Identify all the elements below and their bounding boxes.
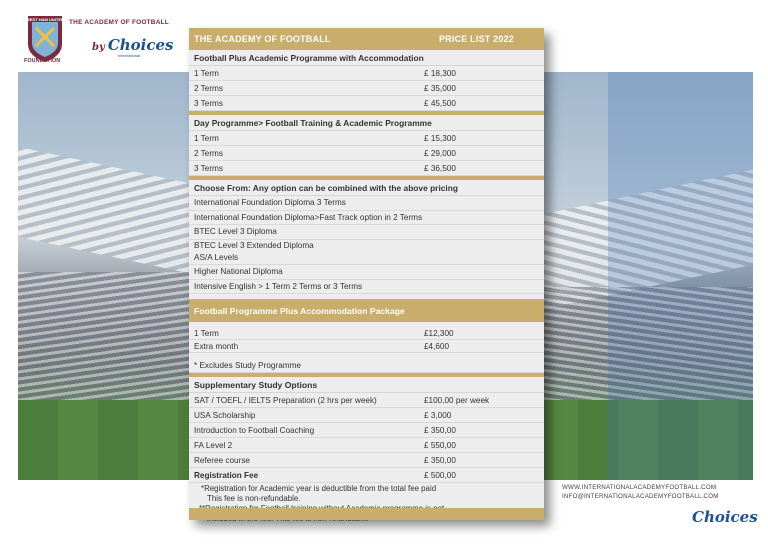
row-price: £ 550,00 [424,440,456,450]
table-row [189,66,544,81]
stadium-stands-left [18,272,218,402]
table-row [189,81,544,96]
row-label: FA Level 2 [194,440,233,450]
card-footer-band [189,508,544,520]
list-item: International Foundation Diploma>Fast Track option in 2 Terms [189,211,544,226]
table-row [189,327,544,340]
registration-fee-price: £ 500,00 [424,470,456,480]
row-label: Extra month [194,341,239,351]
list-item: Intensive English > 1 Term 2 Terms or 3 Terms [189,280,544,295]
registration-note: *Registration for Academic year is deductible from the total fee paid [201,484,437,493]
row-price: £ 15,300 [424,133,456,143]
website-link[interactable]: WWW.INTERNATIONALACADEMYFOOTBALL.COM [562,484,717,491]
west-ham-crest-logo [24,14,66,64]
section-package-title: Football Programme Plus Accommodation Package [189,299,544,322]
section-options-title: Choose From: Any option can be combined with the above pricing [189,180,544,196]
row-price: £12,300 [424,328,454,338]
registration-fee-label: Registration Fee [194,470,259,480]
package-note: * Excludes Study Programme [189,353,544,373]
foundation-label: FOUNDATION [24,58,61,64]
row-price: £ 18,300 [424,68,456,78]
row-label: 1 Term [194,68,219,78]
row-label: SAT / TOEFL / IELTS Preparation (2 hrs per week) [194,395,377,405]
price-list-header [189,28,544,50]
email-link[interactable]: INFO@INTERNATIONALACADEMYFOOTBALL.COM [562,493,719,500]
contact-info [562,483,719,501]
table-row [189,438,544,453]
svg-text:WEST HAM UNITED: WEST HAM UNITED [26,17,64,22]
table-row [189,340,544,353]
section-residential-title: Football Plus Academic Programme with Accommodation [189,50,544,66]
section-day-programme-title: Day Programme> Football Training & Academic Programme [189,115,544,131]
by-label: by [92,42,105,53]
row-price: £ 36,500 [424,163,456,173]
price-list-card [189,28,544,520]
list-item: International Foundation Diploma 3 Terms [189,196,544,211]
table-row [189,96,544,111]
table-row [189,146,544,161]
row-label: 3 Terms [194,98,223,108]
choices-logo-bottom: Choices [692,508,758,526]
row-label: USA Scholarship [194,410,256,420]
row-price: £ 45,500 [424,98,456,108]
list-item: BTEC Level 3 Extended Diploma [194,240,314,250]
table-row [189,423,544,438]
row-label: 3 Terms [194,163,223,173]
row-price: £100,00 per week [424,395,490,405]
choices-logo [92,36,173,54]
table-row [189,131,544,146]
row-price: £4,600 [424,341,450,351]
table-row [189,393,544,408]
choices-subtitle: International [118,53,141,58]
table-row [189,408,544,423]
choices-wordmark: Choices [107,36,174,54]
card-header-title: THE ACADEMY OF FOOTBALL [194,34,331,44]
row-label: 2 Terms [194,148,223,158]
table-row [189,468,544,483]
academy-logo-title: THE ACADEMY OF FOOTBALL [69,19,169,26]
list-item: AS/A Levels [189,251,544,266]
section-supplementary-title: Supplementary Study Options [189,377,544,393]
blue-tint-overlay [608,72,753,480]
row-label: 1 Term [194,133,219,143]
table-row [189,453,544,468]
row-price: £ 350,00 [424,425,456,435]
registration-note: This fee is non-refundable. [207,494,301,503]
row-price: £ 3,000 [424,410,452,420]
supplementary-section [189,377,544,523]
stadium-roof-left [18,147,208,277]
row-label: Referee course [194,455,250,465]
list-item: BTEC Level 3 Diploma [189,225,544,240]
row-label: 2 Terms [194,83,223,93]
table-row [189,161,544,176]
row-label: Introduction to Football Coaching [194,425,315,435]
card-header-year: PRICE LIST 2022 [438,34,514,44]
row-price: £ 35,000 [424,83,456,93]
row-price: £ 350,00 [424,455,456,465]
row-label: 1 Term [194,328,219,338]
list-item: Higher National Diploma [189,265,544,280]
row-price: £ 29,000 [424,148,456,158]
